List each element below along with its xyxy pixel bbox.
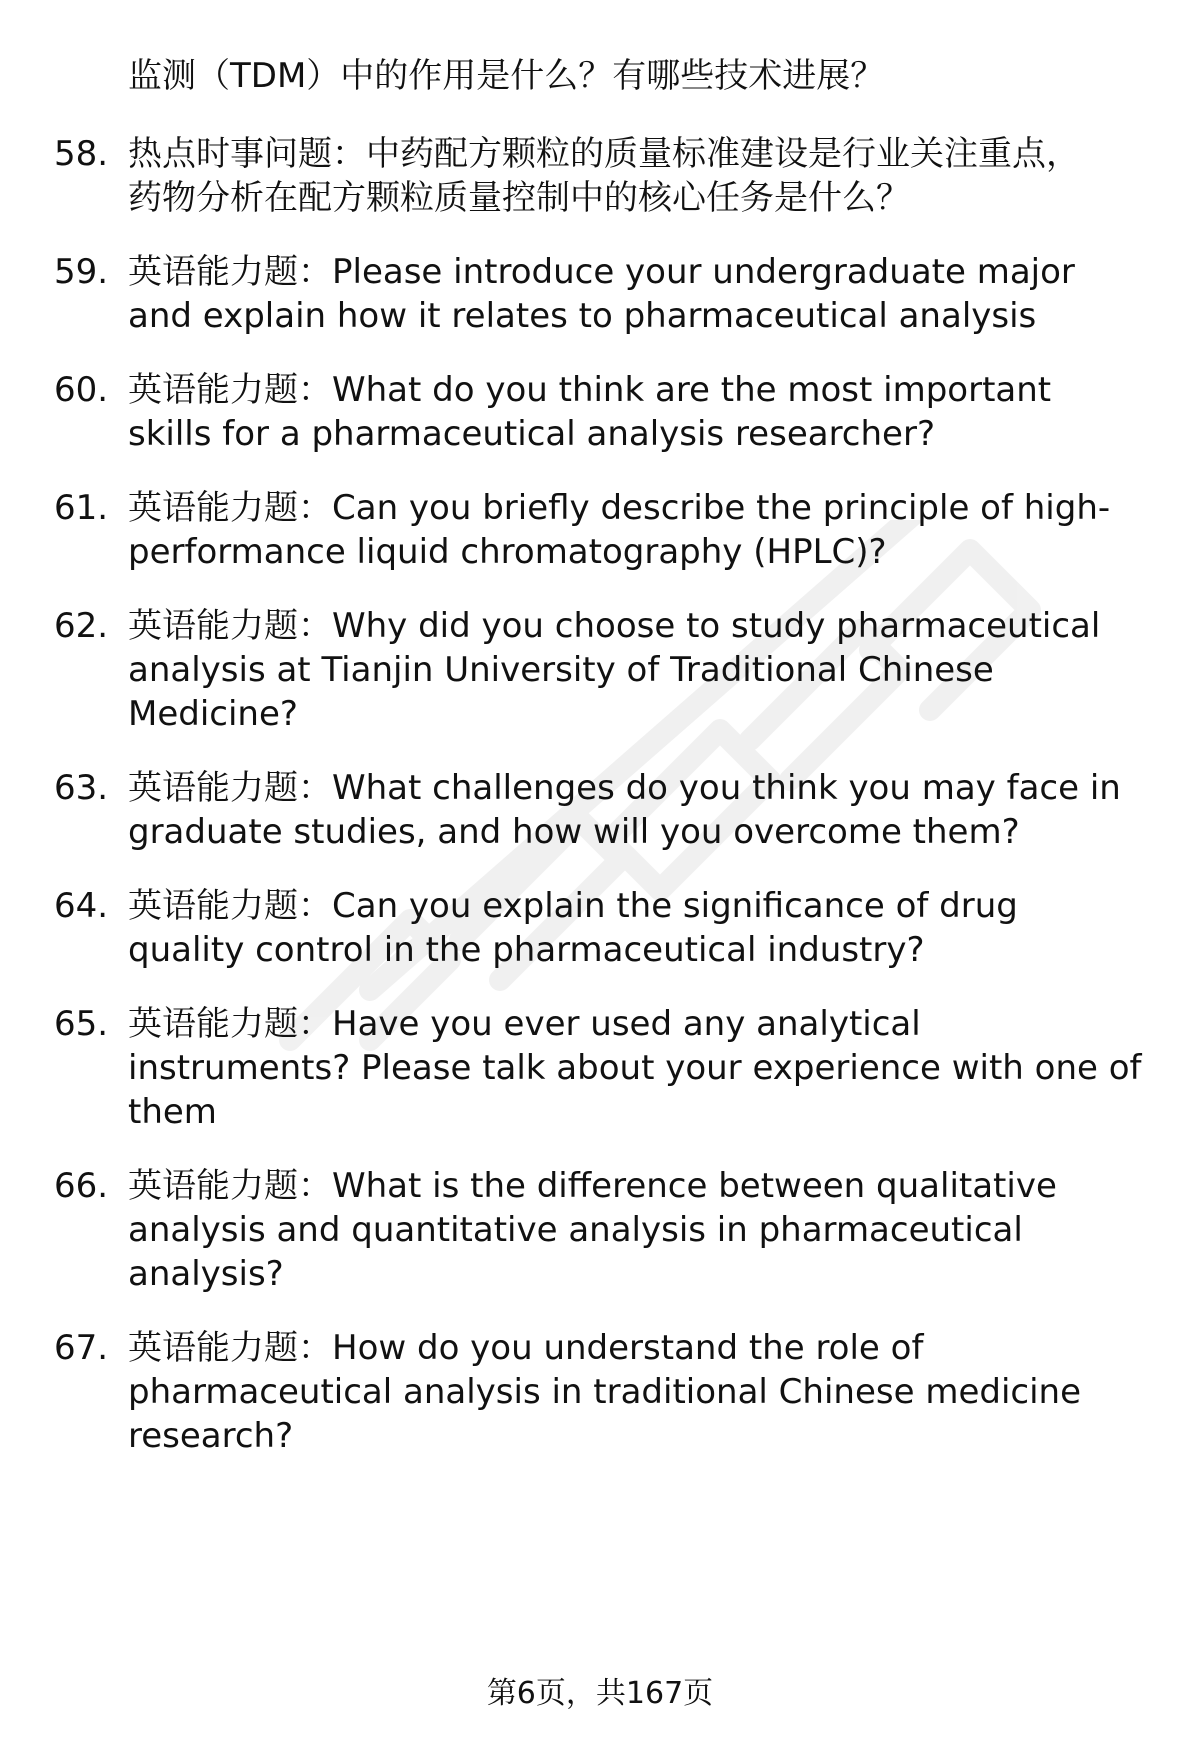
item-text-line-2: graduate studies, and how will you overcome them? bbox=[128, 812, 1020, 852]
item-text-line-2: skills for a pharmaceutical analysis researcher? bbox=[128, 414, 935, 454]
item-number: 58. bbox=[54, 134, 109, 174]
item-text-line-1: 英语能力题：Can you explain the significance of drug bbox=[128, 886, 1018, 926]
item-text-line-2: analysis and quantitative analysis in pharmaceutical bbox=[128, 1210, 1023, 1250]
item-text-line-2: instruments? Please talk about your experience with one of bbox=[128, 1048, 1142, 1088]
item-text-line-2: and explain how it relates to pharmaceutical analysis bbox=[128, 296, 1037, 336]
item-text-line-1: 热点时事问题：中药配方颗粒的质量标准建设是行业关注重点， bbox=[128, 134, 1080, 174]
item-text-line-2: pharmaceutical analysis in traditional Chinese medicine bbox=[128, 1372, 1081, 1412]
item-number: 64. bbox=[54, 886, 109, 926]
item-number: 66. bbox=[54, 1166, 109, 1206]
item-number: 62. bbox=[54, 606, 109, 646]
item-text-line-1: 英语能力题：What is the difference between qualitative bbox=[128, 1166, 1057, 1206]
item-number: 67. bbox=[54, 1328, 109, 1368]
item-text-line-1: 英语能力题：Can you briefly describe the principle of high- bbox=[128, 488, 1111, 528]
page-number-footer: 第6页，共167页 bbox=[486, 1676, 714, 1711]
item-number: 60. bbox=[54, 370, 109, 410]
item-57-continued-text: 监测（TDM）中的作用是什么？有哪些技术进展？ bbox=[128, 56, 885, 96]
item-text-line-2: 药物分析在配方颗粒质量控制中的核心任务是什么？ bbox=[128, 178, 910, 218]
item-text-line-3: research? bbox=[128, 1416, 294, 1456]
item-text-line-1: 英语能力题：Why did you choose to study pharmaceutical bbox=[128, 606, 1101, 646]
item-text-line-1: 英语能力题：What challenges do you think you may face in bbox=[128, 768, 1121, 808]
item-text-line-3: analysis? bbox=[128, 1254, 284, 1294]
item-text-line-2: analysis at Tianjin University of Traditional Chinese bbox=[128, 650, 994, 690]
item-number: 65. bbox=[54, 1004, 109, 1044]
item-text-line-3: them bbox=[128, 1092, 217, 1132]
item-text-line-1: 英语能力题：How do you understand the role of bbox=[128, 1328, 924, 1368]
item-text-line-3: Medicine? bbox=[128, 694, 298, 734]
item-number: 63. bbox=[54, 768, 109, 808]
item-text-line-1: 英语能力题：What do you think are the most important bbox=[128, 370, 1052, 410]
item-text-line-2: quality control in the pharmaceutical industry? bbox=[128, 930, 925, 970]
item-text-line-1: 英语能力题：Have you ever used any analytical bbox=[128, 1004, 921, 1044]
item-text-line-2: performance liquid chromatography (HPLC)? bbox=[128, 532, 887, 572]
item-number: 61. bbox=[54, 488, 109, 528]
item-text-line-1: 英语能力题：Please introduce your undergraduate major bbox=[128, 252, 1075, 292]
item-number: 59. bbox=[54, 252, 109, 292]
